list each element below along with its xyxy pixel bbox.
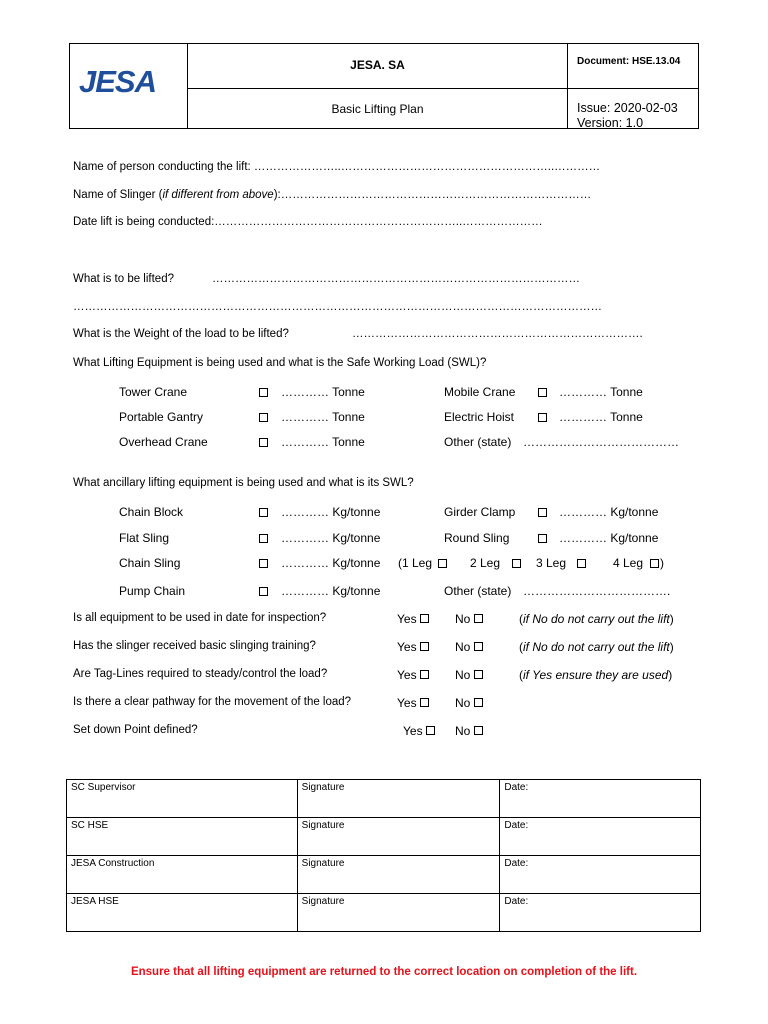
table-row [67,856,701,894]
chain-block-label: Chain Block [119,505,184,519]
issue-version [577,101,678,131]
footer-warning: Ensure that all lifting equipment are returned to the correct location on completion of the lift. [130,966,638,978]
no-label: No [455,724,471,738]
signature-table [66,779,701,932]
yes-label: Yes [397,640,417,654]
question-tag-lines: Are Tag-Lines required to steady/control the load? [73,668,328,680]
flat-sling-checkbox[interactable] [259,534,268,543]
chain-block-swl[interactable]: ………… Kg/tonne [281,505,381,519]
no-label: No [455,696,471,710]
flat-sling-swl[interactable]: ………… Kg/tonne [281,531,381,545]
no-checkbox[interactable] [474,614,483,623]
training-no[interactable] [455,640,483,654]
slinger-field[interactable] [73,189,591,201]
divider [567,44,568,128]
training-yes[interactable] [397,640,429,654]
pathway-no[interactable] [455,696,483,710]
mobile-crane-swl[interactable]: ………… Tonne [559,385,643,399]
signature-cell[interactable]: Signature [297,780,500,818]
question-training: Has the slinger received basic slinging training? [73,640,316,652]
chain-sling-label: Chain Sling [119,556,181,570]
tower-crane-checkbox[interactable] [259,388,268,397]
overhead-crane-swl[interactable]: ………… Tonne [281,435,365,449]
question-inspection: Is all equipment to be used in date for inspection? [73,612,327,624]
leg-3-label: 3 Leg [536,556,567,570]
role-cell: JESA Construction [67,856,298,894]
leg-1-label: (1 Leg [398,556,433,570]
what-lifted-field[interactable]: …………………………………………………………………………………… [212,273,580,285]
flat-sling-label: Flat Sling [119,531,170,545]
overhead-crane-checkbox[interactable] [259,438,268,447]
date-cell[interactable]: Date: [500,818,701,856]
slinger-label: Name of Slinger ( [73,189,163,201]
leg-close-paren: ) [660,556,664,570]
inspection-note: (if No do not carry out the lift) [519,612,674,626]
what-lifted-label: What is to be lifted? [73,273,174,285]
table-row [67,894,701,932]
other-ancillary-label: Other (state) [444,584,512,598]
yes-checkbox[interactable] [420,670,429,679]
no-label: No [455,668,471,682]
date-cell[interactable]: Date: [500,894,701,932]
issue-date: Issue: 2020-02-03 [577,101,678,115]
no-checkbox[interactable] [474,642,483,651]
no-checkbox[interactable] [474,698,483,707]
signature-cell[interactable]: Signature [297,818,500,856]
round-sling-checkbox[interactable] [538,534,547,543]
leg-4-checkbox[interactable] [650,559,659,568]
chain-sling-swl[interactable]: ………… Kg/tonne [281,556,381,570]
other-lifting-field[interactable]: ………………………………… [523,435,679,449]
chain-sling-checkbox[interactable] [259,559,268,568]
company-name: JESA. SA [350,58,405,72]
leg-1-checkbox[interactable] [438,559,447,568]
date-cell[interactable]: Date: [500,780,701,818]
weight-field[interactable]: …………………………………………………………………. [352,328,643,340]
yes-label: Yes [397,612,417,626]
document-title: Basic Lifting Plan [331,102,424,116]
ancillary-question: What ancillary lifting equipment is being used and what is its SWL? [73,477,414,489]
tag-lines-note: (if Yes ensure they are used) [519,668,673,682]
signature-cell[interactable]: Signature [297,894,500,932]
version: Version: 1.0 [577,116,644,130]
slinger-note: if different from above [162,189,274,201]
what-lifted-field-2[interactable]: ………………………………………………………………………………………………………………………… [73,301,602,313]
yes-checkbox[interactable] [420,698,429,707]
date-cell[interactable]: Date: [500,856,701,894]
no-label: No [455,640,471,654]
document-number: Document: HSE.13.04 [577,56,681,67]
date-lift-field[interactable]: Date lift is being conducted:………………………………………………………..………………… [73,216,543,228]
girder-clamp-swl[interactable]: ………… Kg/tonne [559,505,659,519]
portable-gantry-checkbox[interactable] [259,413,268,422]
company-logo: JESA [79,64,156,99]
yes-checkbox[interactable] [426,726,435,735]
yes-checkbox[interactable] [420,614,429,623]
question-set-down: Set down Point defined? [73,724,198,736]
weight-label: What is the Weight of the load to be lifted? [73,328,289,340]
portable-gantry-label: Portable Gantry [119,410,204,424]
electric-hoist-swl[interactable]: ………… Tonne [559,410,643,424]
question-pathway: Is there a clear pathway for the movement of the load? [73,696,352,708]
no-checkbox[interactable] [474,670,483,679]
mobile-crane-checkbox[interactable] [538,388,547,397]
slinger-dots: ):……………………………………………………………………… [273,189,592,201]
round-sling-swl[interactable]: ………… Kg/tonne [559,531,659,545]
pump-chain-checkbox[interactable] [259,587,268,596]
leg-2-label: 2 Leg [470,556,501,570]
yes-label: Yes [403,724,423,738]
role-cell: SC Supervisor [67,780,298,818]
electric-hoist-checkbox[interactable] [538,413,547,422]
inspection-yes[interactable] [397,612,429,626]
yes-label: Yes [397,668,417,682]
yes-checkbox[interactable] [420,642,429,651]
tag-lines-yes[interactable] [397,668,429,682]
signature-cell[interactable]: Signature [297,856,500,894]
table-row [67,780,701,818]
role-cell: SC HSE [67,818,298,856]
document-header [69,43,699,129]
girder-clamp-label: Girder Clamp [444,505,516,519]
electric-hoist-label: Electric Hoist [444,410,515,424]
tower-crane-swl[interactable]: ………… Tonne [281,385,365,399]
tower-crane-label: Tower Crane [119,385,188,399]
overhead-crane-label: Overhead Crane [119,435,208,449]
no-checkbox[interactable] [474,726,483,735]
no-label: No [455,612,471,626]
set-down-yes[interactable] [403,724,435,738]
person-field[interactable]: Name of person conducting the lift: …………………..………………………………………………..………… [73,161,601,173]
divider [187,88,698,89]
yes-label: Yes [397,696,417,710]
table-row [67,818,701,856]
chain-block-checkbox[interactable] [259,508,268,517]
pump-chain-swl[interactable]: ………… Kg/tonne [281,584,381,598]
leg-3-checkbox[interactable] [577,559,586,568]
pump-chain-label: Pump Chain [119,584,186,598]
other-lifting-label: Other (state) [444,435,512,449]
training-note: (if No do not carry out the lift) [519,640,674,654]
tag-lines-no[interactable] [455,668,483,682]
set-down-no[interactable] [455,724,483,738]
other-ancillary-field[interactable]: ………………………………. [523,584,671,598]
round-sling-label: Round Sling [444,531,510,545]
mobile-crane-label: Mobile Crane [444,385,516,399]
inspection-no[interactable] [455,612,483,626]
role-cell: JESA HSE [67,894,298,932]
leg-2-checkbox[interactable] [512,559,521,568]
leg-4-label: 4 Leg [613,556,644,570]
portable-gantry-swl[interactable]: ………… Tonne [281,410,365,424]
girder-clamp-checkbox[interactable] [538,508,547,517]
pathway-yes[interactable] [397,696,429,710]
lifting-equipment-question: What Lifting Equipment is being used and what is the Safe Working Load (SWL)? [73,357,487,369]
